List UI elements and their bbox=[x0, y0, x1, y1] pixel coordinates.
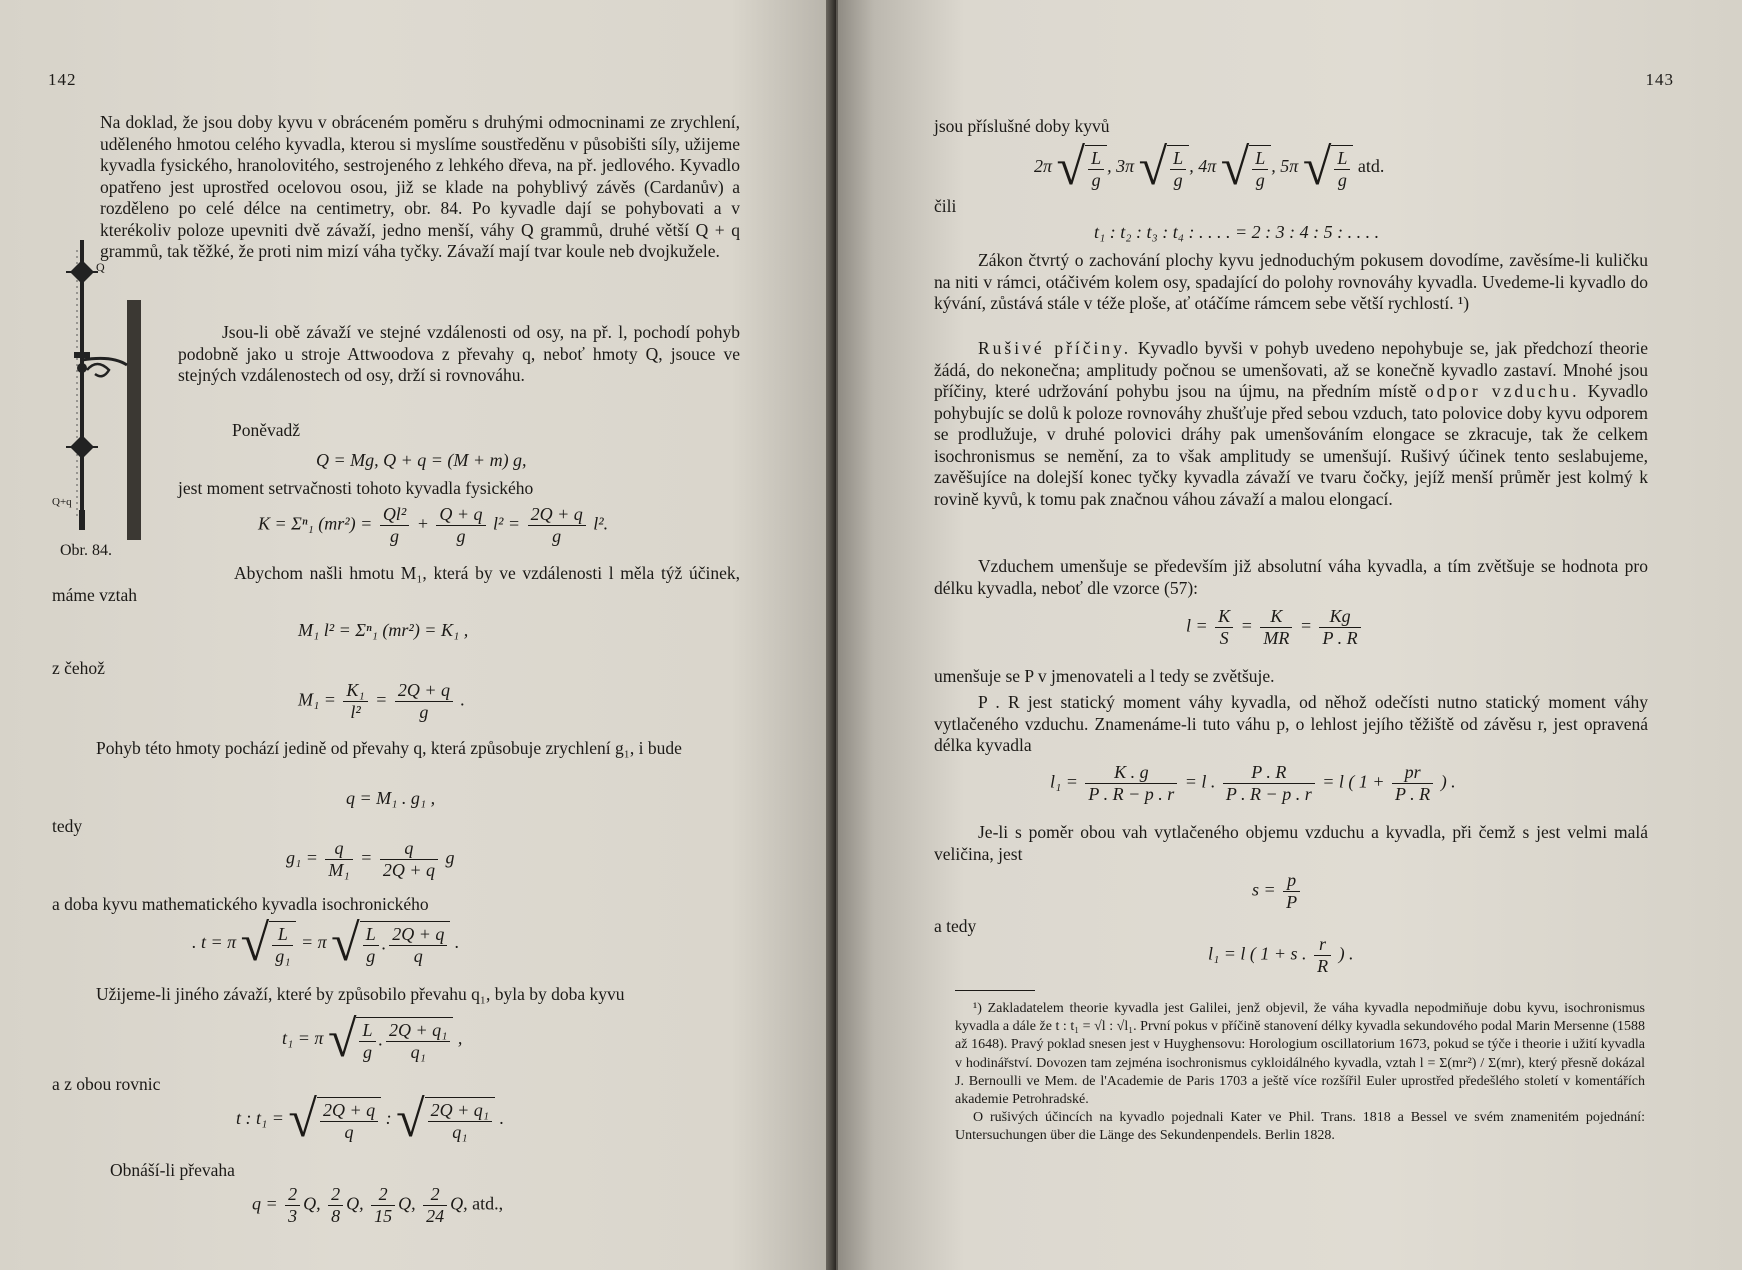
paragraph-static-moment bbox=[934, 692, 1648, 757]
pendulum-illustration bbox=[52, 240, 152, 540]
text-moment: jest moment setrvačnosti tohoto kyvadla fysického bbox=[178, 478, 534, 498]
eq2-frac1: $\frac{\text{Ql²}}{g}$ bbox=[380, 504, 409, 547]
label-tedy: tedy bbox=[52, 816, 83, 836]
page-number-right: 143 bbox=[1645, 70, 1674, 89]
equation-m1-result: M₁ = $\frac{\text{K₁}}{\text{l²}}$ = $\frac{2Q + q}{g}$ . bbox=[298, 680, 465, 722]
equation-g1: g₁ = $\frac{q}{\text{M₁}}$ = $\frac{q}{2Q + q}$ g bbox=[286, 838, 455, 880]
paragraph-abychom-text: Abychom našli hmotu M₁, která by ve vzdálenosti l měla týž účinek, máme vztah bbox=[52, 563, 740, 605]
footnote-2: O rušivých účincích na kyvadlo pojednali Kater ve Phil. Trans. 1818 a Bessel ve svém znamenitém pojednání: Untersuchungen über die Länge des Sekundenpendels. Berlin 1828. bbox=[955, 1110, 1645, 1144]
equation-t1: t₁ = π √ $\frac{L}{g}$ . $\frac{\text{2Q + q₁}}{\text{q₁}}$ , bbox=[282, 1011, 463, 1068]
text-a-z-obou: a z obou rovnic bbox=[52, 1074, 161, 1094]
label-a-tedy: a tedy bbox=[934, 916, 977, 936]
paragraph-abychom bbox=[52, 563, 740, 606]
equation-length: l = $\frac{K}{S}$ = $\frac{K}{MR}$ = $\frac{Kg}{P . R}$ bbox=[1186, 606, 1364, 649]
footnote-block bbox=[955, 1000, 1645, 1146]
text-umensuje: umenšuje se P v jmenovateli a l tedy se zvětšuje. bbox=[934, 666, 1275, 686]
eq2-frac3: $\frac{2Q + q}{g}$ bbox=[528, 504, 586, 547]
pendulum-figure bbox=[52, 240, 152, 540]
paragraph-disturbing-causes: Rušivé příčiny. Kyvadlo byvši v pohyb uvedeno nepohybuje se, jak předchozí theorie žádá, do nekonečna; amplitudy počnou se umenšovati, až se konečně kyvadlo zastaví. Mnohé jsou příčiny, které udržování pohybu jsou na újmu, na předním místě odpor vzduchu. Kyvadlo pohybujíc se dolů k poloze rovnováhy zhušťuje před sebou vzduch, tato polovice doby kyvu odporem se prodlužuje, v druhé polovici dráhy pak umenšováním elongace se zkracuje, tak že celkem isochronismus se nemění, za to však amplitudy se umenšují. Rušivý účinek tento seslabujeme, zavěšujíce na dolejší konec tyčky kyvadla závaží ve tvaru čočky, jejíž menší průměr jest kolmý k rovině kyvů, k tomu pak značnou váhou závaží a malou elongací. bbox=[934, 338, 1649, 509]
equation-ratio-series: t₁ : t₂ : t₃ : t₄ : . . . . = 2 : 3 : 4 : 5 : . . . . bbox=[1094, 222, 1380, 242]
equation-l1-final: l₁ = l ( 1 + s . $\frac{r}{R}$ ) . bbox=[1208, 934, 1354, 976]
paragraph-equal-distance-text: Jsou-li obě závaží ve stejné vzdálenosti od osy, na př. l, pochodí pohyb podobně jako u stroje Attwoodova z převahy q, neboť hmoty Q, jsouce ve stejných vzdálenostech od osy, drží si rovnováhu. bbox=[178, 322, 740, 385]
heading-rusive: Rušivé příčiny. bbox=[978, 338, 1132, 358]
paragraph-equal-distance bbox=[178, 322, 740, 387]
text-obnasi: Obnáší-li převaha bbox=[110, 1160, 235, 1180]
paragraph-vzduchem bbox=[934, 556, 1648, 599]
paragraph-static-moment-text: P . R jest statický moment váhy kyvadla, od něhož odečísti nutno statický moment váhy vytlačeného vzduchu. Znamenáme-li tuto váhu p, o lehlost jejího těžiště od závěsu r, jest opravená délka kyvadla bbox=[934, 692, 1648, 755]
term-odpor-vzduchu: odpor vzduchu. bbox=[1424, 381, 1580, 401]
label-ponevadz: Poněvadž bbox=[232, 420, 301, 440]
equation-ratio: t : t₁ = √ $\frac{2Q + q}{q}$ : √ $\frac{\text{2Q + q₁}}{\text{q₁}}$ . bbox=[236, 1091, 505, 1148]
equation-mass: Q = Mg, Q + q = (M + m) g, bbox=[316, 450, 527, 470]
equation-m1: M₁ l² = Σⁿ₁ (mr²) = K₁ , bbox=[298, 620, 469, 640]
equation-periods: 2π √ $\frac{L}{g}$ , 3π √ $\frac{L}{g}$ , 4π √ $\frac{L}{g}$ , 5π √ $\frac{L}{g}$ atd. bbox=[1034, 139, 1385, 196]
paragraph-jeli bbox=[934, 822, 1648, 865]
equation-q-values: q = $\frac{2}{3}$ Q, $\frac{2}{8}$ Q, $\frac{2}{15}$ Q, $\frac{2}{24}$ Q, atd., bbox=[252, 1184, 504, 1226]
paragraph-fourth-law bbox=[934, 250, 1648, 315]
paragraph-pohyb-text: Pohyb této hmoty pochází jedině od převahy q, která způsobuje zrychlení g₁, i bude bbox=[96, 738, 682, 758]
paragraph-intro bbox=[100, 112, 740, 263]
paragraph-vzduchem-text: Vzduchem umenšuje se především již absolutní váha kyvadla, a tím zvětšuje se hodnota pro délku kyvadla, neboť dle vzorce (57): bbox=[934, 556, 1648, 598]
equation-moment-inertia: K = Σⁿ₁ (mr²) = $\frac{\text{Ql²}}{g}$ + $\frac{Q + q}{g}$ l² = $\frac{2Q + q}{g}$ l². bbox=[258, 504, 609, 546]
text-doba: a doba kyvu mathematického kyvadla isochronického bbox=[52, 894, 429, 914]
footnote-1: ¹) Zakladatelem theorie kyvadla jest Galilei, jenž objevil, že váha kyvadla nepodmiňuje dobu kyvu, isochronismus kyvadla a dále že t : t₁ = √l : √l₁. První pokus v příčině stanovení délky kyvadla sekundového podal Marin Mersenne (1588 až 1648). Pravý poklad snesen jest v Huyghensovu: Horologium oscillatorium 1673, pokud se týče i theorie i užití kyvadla v hodinářství. Dovozen tam zejména isochronismus cykloidálného kyvadla, vztah l = Σ(mr²) / Σ(mr), který přesně dokázal J. Bernoulli ve Mem. de l'Academie de Paris 1703 a ještě více rozšířil Euler uprostřed předešlého století v komentářích akademie Petrohradské. bbox=[955, 1001, 1645, 1108]
figure-label-q: Q bbox=[96, 260, 105, 274]
paragraph-jeli-text: Je-li s poměr obou vah vytlačeného objemu vzduchu a kyvadla, při čemž s jest velmi malá veličina, jest bbox=[934, 822, 1648, 864]
equation-t: . t = π √ $\frac{L}{\text{g₁}}$ = π √ $\frac{L}{g}$ . $\frac{2Q + q}{q}$ . bbox=[192, 915, 460, 972]
eq2-lhs: K = Σⁿ₁ (mr²) = bbox=[258, 513, 373, 534]
paragraph-uzijeme bbox=[52, 984, 740, 1006]
figure-label-qplusq: Q+q bbox=[52, 496, 72, 508]
equation-corrected-length: l₁ = $\frac{K . g}{P . R - p . r}$ = l . $\frac{P . R}{P . R - p . r}$ = l ( 1 + $\frac{pr}{P . R}$ ) . bbox=[1050, 762, 1456, 804]
paragraph-pohyb bbox=[52, 738, 740, 760]
page-number-left: 142 bbox=[48, 70, 77, 89]
text-jsou: jsou příslušné doby kyvů bbox=[934, 116, 1110, 136]
footnote-divider bbox=[955, 990, 1035, 991]
left-page bbox=[0, 0, 860, 1270]
equation-s: s = $\frac{p}{P}$ bbox=[1252, 870, 1303, 913]
paragraph-uzijeme-text: Užijeme-li jiného závaží, které by způsobilo převahu q₁, byla by doba kyvu bbox=[96, 984, 625, 1004]
paragraph-intro-text: Na doklad, že jsou doby kyvu v obráceném poměru s druhými odmocninami ze zrychlení, uděleného hmotou celého kyvadla, kterou si myslíme soustředěnu v působišti síly, užijeme kyvadla fysického, hranolovitého, sestrojeného z lehkého dřeva, na př. jedlového. Kyvadlo opatřeno jest uprostřed ocelovou osou, již se klade na pohyblivý závěs (Cardanův) a rozděleno po celé délce na centimetry, obr. 84. Po kyvadle dají se pohybovati a v kterékoliv poloze upevniti dvě závaží, jedno menší, váhy Q grammů, druhé větší Q + q grammů, tak těžké, že proti nim mizí váha tyčky. Závaží mají tvar koule neb dvojkužele. bbox=[100, 112, 740, 261]
label-z-cehoz: z čehož bbox=[52, 658, 105, 678]
eq2-frac2: $\frac{Q + q}{g}$ bbox=[436, 504, 485, 547]
equation-q: q = M₁ . g₁ , bbox=[346, 788, 436, 808]
label-cili: čili bbox=[934, 196, 957, 216]
paragraph-fourth-law-text: Zákon čtvrtý o zachování plochy kyvu jednoduchým pokusem dovodíme, zavěsíme-li kuličku na niti v rámci, otáčivém kolem osy, spadající do polohy rovnováhy kyvadla. Uvedeme-li kyvadlo do kývání, zůstává stále v téže ploše, ať otáčíme rámcem sebe větší rychlostí. ¹) bbox=[934, 250, 1648, 313]
figure-caption: Obr. 84. bbox=[60, 542, 112, 559]
